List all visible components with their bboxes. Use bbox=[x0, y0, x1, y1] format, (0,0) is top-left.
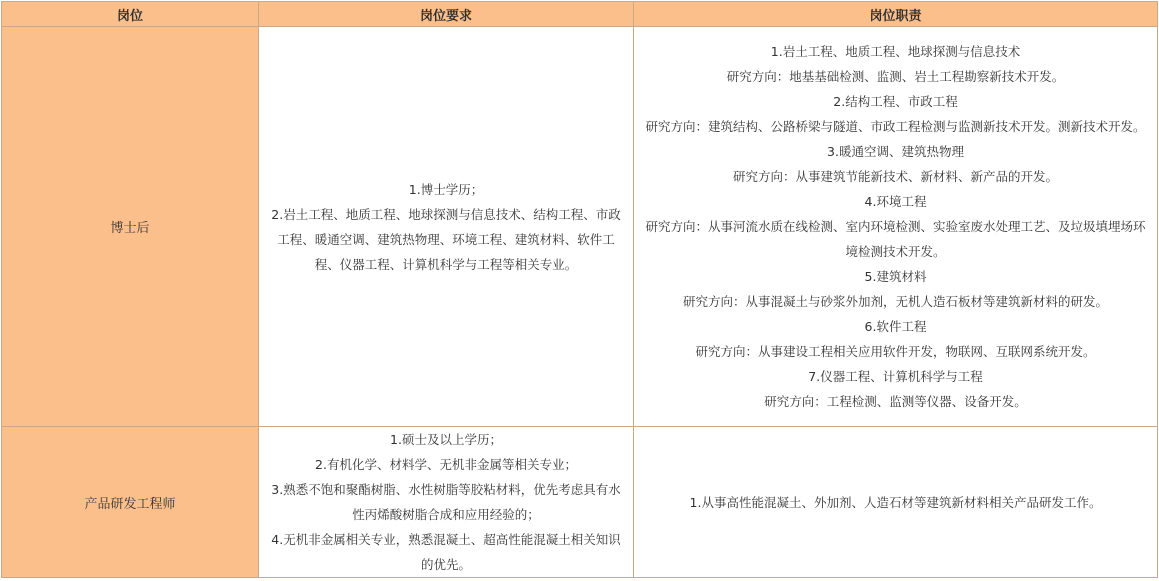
duty-line: 研究方向：从事混凝土与砂浆外加剂，无机人造石板材等建筑新材料的研发。 bbox=[682, 294, 1108, 309]
requirement-line: 2.有机化学、材料学、无机非金属等相关专业； bbox=[315, 457, 577, 472]
requirement-line: 4.无机非金属相关专业，熟悉混凝土、超高性能混凝土相关知识的优先。 bbox=[271, 532, 621, 572]
duty-line: 4.环境工程 bbox=[864, 194, 927, 209]
requirement-line: 1.硕士及以上学历； bbox=[390, 432, 502, 447]
header-requirements: 岗位要求 bbox=[259, 2, 634, 27]
duty-line: 1.岩土工程、地质工程、地球探测与信息技术 bbox=[770, 44, 1021, 59]
duty-line: 研究方向：地基基础检测、监测、岩土工程勘察新技术开发。 bbox=[726, 69, 1065, 84]
duty-line: 研究方向：从事建设工程相关应用软件开发，物联网、互联网系统开发。 bbox=[695, 344, 1096, 359]
duty-line: 1.从事高性能混凝土、外加剂、人造石材等建筑新材料相关产品研发工作。 bbox=[689, 494, 1102, 510]
post-cell: 博士后 bbox=[2, 27, 259, 427]
duties-cell bbox=[634, 427, 1158, 578]
duty-line: 研究方向：建筑结构、公路桥梁与隧道、市政工程检测与监测新技术开发。测新技术开发。 bbox=[645, 119, 1146, 134]
table-row bbox=[2, 427, 1158, 578]
duty-line: 7.仪器工程、计算机科学与工程 bbox=[808, 369, 983, 384]
post-cell: 产品研发工程师 bbox=[2, 427, 259, 578]
duty-line: 2.结构工程、市政工程 bbox=[833, 94, 958, 109]
positions-table bbox=[1, 1, 1158, 578]
duty-line: 6.软件工程 bbox=[864, 319, 927, 334]
requirements-cell bbox=[259, 27, 634, 427]
requirement-line: 1.博士学历； bbox=[408, 181, 484, 197]
header-duties: 岗位职责 bbox=[634, 2, 1158, 27]
table-row bbox=[2, 27, 1158, 427]
requirement-line: 2.岩土工程、地质工程、地球探测与信息技术、结构工程、市政工程、暖通空调、建筑热物理、环境工程、建筑材料、软件工程、仪器工程、计算机科学与工程等相关专业。 bbox=[271, 206, 621, 272]
duty-line: 5.建筑材料 bbox=[864, 269, 927, 284]
requirement-line: 3.熟悉不饱和聚酯树脂、水性树脂等胶粘材料，优先考虑具有水性丙烯酸树脂合成和应用经验的； bbox=[271, 482, 621, 522]
duty-line: 研究方向：工程检测、监测等仪器、设备开发。 bbox=[764, 394, 1027, 409]
duty-line: 研究方向：从事建筑节能新技术、新材料、新产品的开发。 bbox=[732, 169, 1058, 184]
duty-line: 研究方向：从事河流水质在线检测、室内环境检测、实验室废水处理工艺、及垃圾填埋场环境检测技术开发。 bbox=[645, 219, 1146, 259]
duty-line: 3.暖通空调、建筑热物理 bbox=[827, 144, 964, 159]
table-header-row bbox=[2, 2, 1158, 27]
requirements-cell bbox=[259, 427, 634, 578]
duties-cell bbox=[634, 27, 1158, 427]
header-post: 岗位 bbox=[2, 2, 259, 27]
